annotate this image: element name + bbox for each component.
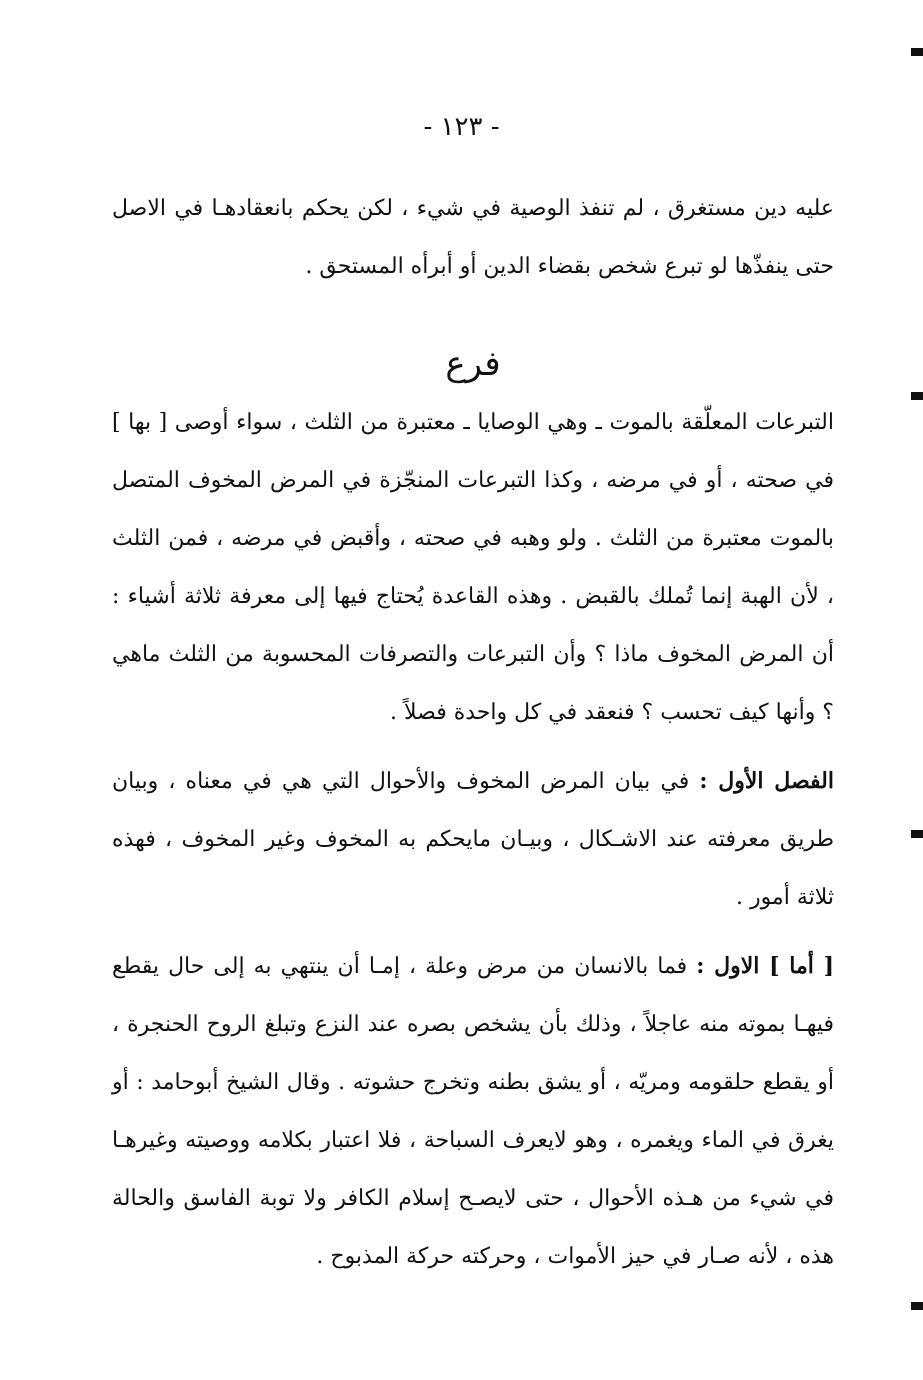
section-heading: فرع [445, 344, 501, 384]
paragraph-text: التبرعات المعلّقة بالموت ـ وهي الوصايا ـ معتبرة من الثلث ، سواء أوصى [ بها ] في صحته ، أو في مرضه ، وكذا التبرعات المنجّزة في المرض المخوف المتصل بالموت معتبرة من الثلث . ولو وهبه في صحته ، وأقبض في مرضه ، فمن الثلث ، لأن الهبة إنما تُملك بالقبض . وهذه القاعدة يُحتاج فيها إلى معرفة ثلاثة أشياء : أن المرض المخوف ماذا ؟ وأن التبرعات والتصرفات المحسوبة من الثلث ماهي ؟ وأنها كيف تحسب ؟ فنعقد في كل واحدة فصلاً . [112, 410, 834, 725]
paragraph-text: فما بالانسان من مرض وعلة ، إمـا أن ينتهي به إلى حال يقطع فيهـا بموته منه عاجلاً ، وذلك بأن يشخص بصره عند النزع وتبلغ الروح الحنجرة ، أو يقطع حلقومه ومريّه ، أو يشق بطنه وتخرج حشوته . وقال الشيخ أبوحامد : أو يغرق في الماء ويغمره ، وهو لايعرف السباحة ، فلا اعتبار بكلامه ووصيته وغيرهـا في شيء من هـذه الأحوال ، حتى لايصـح إسلام الكافر ولا توبة الفاسق والحالة هذه ، لأنه صـار في حيز الأموات ، وحركته حركة المذبوح . [112, 954, 834, 1269]
edge-mark [911, 830, 923, 838]
paragraph-lead: الفصل الأول : [699, 768, 834, 794]
edge-mark [911, 392, 923, 400]
edge-mark [911, 48, 923, 56]
paragraph-first-matter [112, 937, 834, 1286]
paragraph-text: في بيان المرض المخوف والأحوال التي هي في معناه ، وبيان طريق معرفته عند الاشـكال ، وبيـان مايحكم به المخوف وغير المخوف ، فهذه ثلاثة أمور . [112, 769, 834, 910]
paragraph-lead: [ أما ] الاول : [696, 953, 834, 979]
paragraph-rule [112, 394, 834, 742]
paragraph-chapter-one [112, 752, 834, 927]
page-body [112, 180, 834, 1296]
edge-mark [911, 1302, 923, 1310]
page-number: - ١٢٣ - [423, 112, 500, 142]
intro-paragraph: عليه دين مستغرق ، لم تنفذ الوصية في شيء ، لكن يحكم بانعقادهـا في الاصل حتى ينفذّها لو تبرع شخص بقضاء الدين أو أبرأه المستحق . [112, 196, 834, 279]
